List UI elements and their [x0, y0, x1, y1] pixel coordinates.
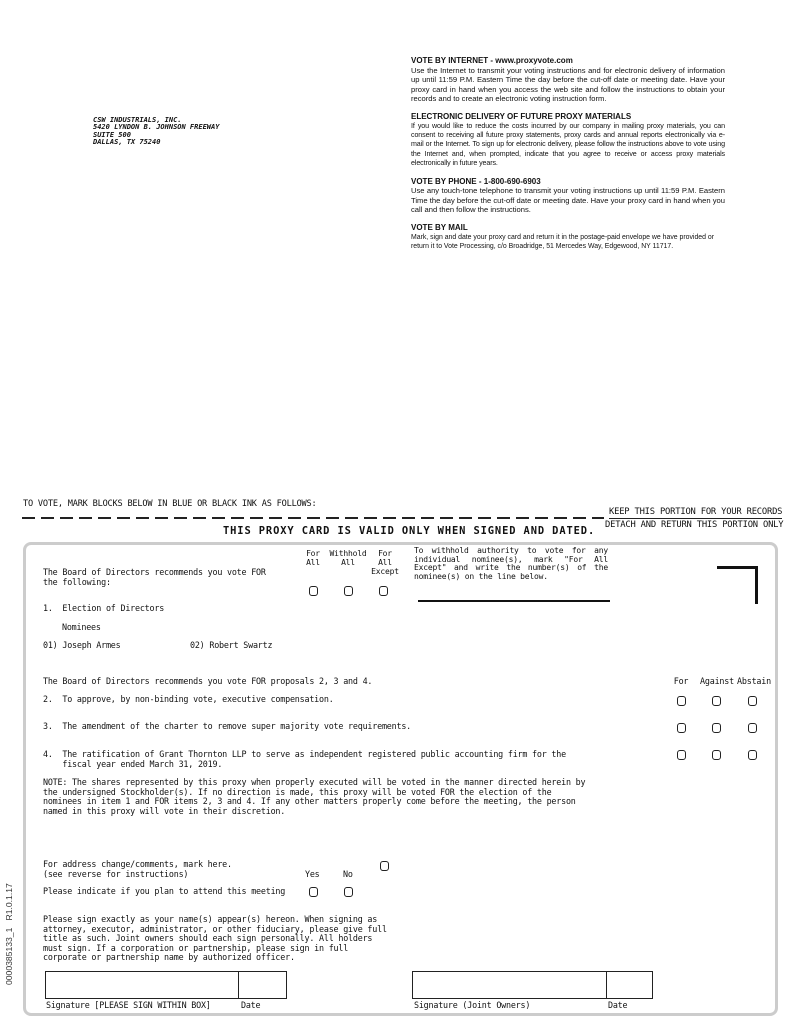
vote-phone-heading: VOTE BY PHONE - 1-800-690-6903	[411, 176, 541, 186]
electronic-delivery-heading: ELECTRONIC DELIVERY OF FUTURE PROXY MATERIALS	[411, 111, 632, 121]
yes-label: Yes	[305, 869, 320, 879]
proposal-3-abstain-checkbox[interactable]	[748, 723, 757, 733]
nominee-2: 02) Robert Swartz	[190, 640, 273, 650]
attend-meeting-label: Please indicate if you plan to attend this meeting	[43, 886, 286, 896]
sign-instructions: Please sign exactly as your name(s) appear(s) hereon. When signing as attorney, executor, administrator, or other fiduciary, please give full title as such. Joint owners should each sign personally. All holders must sign. If a corporation or partnership, please sign in full corporate or partnership name by authorized officer.	[43, 914, 387, 963]
withhold-all-checkbox[interactable]	[344, 586, 353, 596]
company-name: CSW INDUSTRIALS, INC.	[93, 116, 182, 124]
tear-line	[22, 516, 604, 520]
company-city: DALLAS, TX 75240	[93, 138, 161, 147]
proposal-3: 3. The amendment of the charter to remove super majority vote requirements.	[43, 721, 412, 731]
company-suite: SUITE 500	[93, 130, 131, 139]
company-street: 5420 LYNDON B. JOHNSON FREEWAY	[93, 123, 220, 132]
col-for-all: For All	[306, 549, 320, 567]
side-code: 0000385133_1 R1.0.1.17	[4, 883, 14, 985]
proposal-4-for-checkbox[interactable]	[677, 750, 686, 760]
joint-signature-date-box[interactable]	[606, 971, 653, 999]
col-for: For	[673, 676, 689, 686]
proposals-recommendation: The Board of Directors recommends you vote FOR proposals 2, 3 and 4.	[43, 676, 373, 686]
keep-portion-label: KEEP THIS PORTION FOR YOUR RECORDS	[609, 507, 783, 517]
attend-no-checkbox[interactable]	[344, 887, 353, 897]
vote-phone-text: Use any touch-tone telephone to transmit your voting instructions up until 11:59 P.M. Eastern Time the day before the cut-off date or meeting date. Have your proxy card in hand when you call and then follow the instructions.	[411, 186, 725, 215]
proposal-2: 2. To approve, by non-binding vote, executive compensation.	[43, 694, 334, 704]
detach-portion-label: DETACH AND RETURN THIS PORTION ONLY	[605, 520, 784, 530]
proposal-3-for-checkbox[interactable]	[677, 723, 686, 733]
proposal-3-against-checkbox[interactable]	[712, 723, 721, 733]
attend-yes-checkbox[interactable]	[309, 887, 318, 897]
vote-internet-text: Use the Internet to transmit your voting instructions and for electronic delivery of information up until 11:59 P.M. Eastern Time the day before the cut-off date or meeting date. Have your proxy card in hand when you access the web site and follow the instructions to obtain your records and to create an electronic voting instruction form.	[411, 65, 725, 104]
company-address	[93, 117, 219, 147]
joint-signature-label: Signature (Joint Owners)	[414, 1000, 531, 1010]
signature-box[interactable]	[45, 971, 239, 999]
vote-internet-section	[411, 56, 725, 104]
no-label: No	[343, 869, 353, 879]
vote-mail-section	[411, 223, 725, 251]
signature-label: Signature [PLEASE SIGN WITHIN BOX]	[46, 1000, 211, 1010]
col-abstain: Abstain	[737, 676, 771, 686]
except-write-line[interactable]	[418, 600, 610, 602]
signature-date-label: Date	[241, 1000, 261, 1010]
col-withhold-all: Withhold All	[329, 549, 367, 567]
col-for-all-except: For All Except	[371, 549, 399, 576]
joint-signature-date-label: Date	[608, 1000, 628, 1010]
corner-mark-icon	[717, 566, 759, 606]
note-text: NOTE: The shares represented by this proxy when properly executed will be voted in the manner directed herein by the undersigned Stockholder(s). If no direction is made, this proxy will be voted FOR the election of the nominees in item 1 and FOR items 2, 3 and 4. If any other matters properly come before the meeting, the person named in this proxy will vote in their discretion.	[43, 777, 586, 816]
nominees-label: Nominees	[62, 622, 101, 632]
vote-mail-text: Mark, sign and date your proxy card and return it in the postage-paid envelope we have provided or return it to Vote Processing, c/o Broadridge, 51 Mercedes Way, Edgewood, NY 11717.	[411, 233, 714, 250]
col-against: Against	[700, 676, 734, 686]
nominee-1: 01) Joseph Armes	[43, 640, 121, 650]
signature-date-box[interactable]	[238, 971, 287, 999]
for-all-checkbox[interactable]	[309, 586, 318, 596]
ink-instructions: TO VOTE, MARK BLOCKS BELOW IN BLUE OR BLACK INK AS FOLLOWS:	[23, 499, 317, 509]
address-change-checkbox[interactable]	[380, 861, 389, 871]
joint-signature-box[interactable]	[412, 971, 607, 999]
electronic-delivery-text: If you would like to reduce the costs incurred by our company in mailing proxy materials, you can consent to receiving all future proxy statements, proxy cards and annual reports electronically via e-mail or the Internet. To sign up for electronic delivery, please follow the instructions above to vote using the Internet and, when prompted, indicate that you agree to receive or access proxy materials electronically in future years.	[411, 121, 725, 168]
voting-methods	[411, 56, 725, 259]
electronic-delivery-section	[411, 112, 725, 169]
vote-phone-section	[411, 177, 725, 215]
proposal-2-against-checkbox[interactable]	[712, 696, 721, 706]
valid-notice: THIS PROXY CARD IS VALID ONLY WHEN SIGNED AND DATED.	[223, 525, 596, 537]
election-recommendation: The Board of Directors recommends you vote FOR the following:	[43, 567, 266, 587]
withhold-instruction: To withhold authority to vote for any individual nominee(s), mark "For All Except" and write the number(s) of the nominee(s) on the line below.	[414, 546, 608, 581]
address-change-label: For address change/comments, mark here. (see reverse for instructions)	[43, 859, 232, 879]
for-all-except-checkbox[interactable]	[379, 586, 388, 596]
proposal-2-for-checkbox[interactable]	[677, 696, 686, 706]
election-item-title: 1. Election of Directors	[43, 603, 165, 613]
proposal-4-abstain-checkbox[interactable]	[748, 750, 757, 760]
proposal-2-abstain-checkbox[interactable]	[748, 696, 757, 706]
proposal-4-against-checkbox[interactable]	[712, 750, 721, 760]
proposal-4: 4. The ratification of Grant Thornton LLP to serve as independent registered public accounting firm for the fiscal year ended March 31, 2019.	[43, 749, 566, 769]
vote-internet-heading: VOTE BY INTERNET - www.proxyvote.com	[411, 56, 573, 65]
vote-mail-heading: VOTE BY MAIL	[411, 222, 468, 232]
